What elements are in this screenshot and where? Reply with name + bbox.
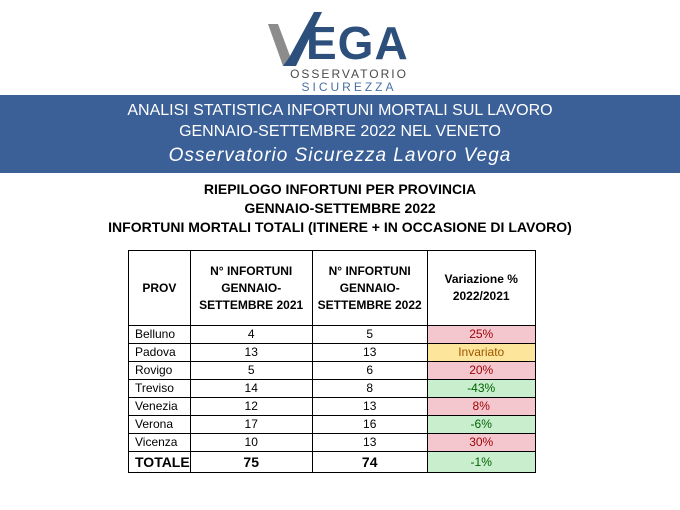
- banner-line-1: ANALISI STATISTICA INFORTUNI MORTALI SUL LAVORO: [127, 102, 553, 119]
- cell-2021: 17: [190, 416, 312, 434]
- section-headings: [0, 180, 680, 237]
- total-label: TOTALE: [129, 452, 191, 473]
- cell-variation: Invariato: [427, 344, 535, 362]
- cell-2022: 6: [312, 362, 427, 380]
- cell-2021: 5: [190, 362, 312, 380]
- total-2021: 75: [190, 452, 312, 473]
- cell-variation: 30%: [427, 434, 535, 452]
- title-banner: [0, 95, 680, 173]
- cell-2021: 12: [190, 398, 312, 416]
- table-row: [129, 362, 536, 380]
- cell-variation: 25%: [427, 326, 535, 344]
- table-total-row: [129, 452, 536, 473]
- cell-prov: Belluno: [129, 326, 191, 344]
- table-row: [129, 326, 536, 344]
- cell-2022: 13: [312, 344, 427, 362]
- table-row: [129, 380, 536, 398]
- cell-2021: 13: [190, 344, 312, 362]
- cell-prov: Vicenza: [129, 434, 191, 452]
- cell-2022: 13: [312, 434, 427, 452]
- header-2022-line-3: SETTEMBRE 2022: [317, 297, 422, 312]
- vega-logo: [262, 8, 412, 94]
- header-variation-line-1: Variazione %: [444, 272, 518, 286]
- header-2021: [190, 251, 312, 326]
- table-row: [129, 416, 536, 434]
- logo-subtitle-2: SICUREZZA: [301, 80, 397, 94]
- cell-2021: 14: [190, 380, 312, 398]
- cell-2022: 8: [312, 380, 427, 398]
- header-2021-line-2: GENNAIO-: [221, 280, 282, 295]
- table-row: [129, 344, 536, 362]
- cell-prov: Treviso: [129, 380, 191, 398]
- header-2021-line-3: SETTEMBRE 2021: [199, 297, 304, 312]
- table-header-row: [129, 251, 536, 326]
- header-2022: [312, 251, 427, 326]
- table-row: [129, 434, 536, 452]
- cell-2021: 4: [190, 326, 312, 344]
- header-2021-line-1: N° INFORTUNI: [210, 263, 293, 278]
- cell-2022: 16: [312, 416, 427, 434]
- heading-3: INFORTUNI MORTALI TOTALI (ITINERE + IN OCCASIONE DI LAVORO): [108, 219, 572, 235]
- header-variation-line-2: 2022/2021: [452, 289, 510, 303]
- header-2022-line-2: GENNAIO-: [339, 280, 400, 295]
- cell-prov: Venezia: [129, 398, 191, 416]
- cell-variation: -6%: [427, 416, 535, 434]
- header-prov: PROV: [129, 251, 191, 326]
- heading-1: RIEPILOGO INFORTUNI PER PROVINCIA: [203, 181, 477, 197]
- banner-line-3: Osservatorio Sicurezza Lavoro Vega: [168, 145, 512, 166]
- banner-line-2: GENNAIO-SETTEMBRE 2022 NEL VENETO: [179, 123, 501, 140]
- cell-variation: 8%: [427, 398, 535, 416]
- cell-variation: -43%: [427, 380, 535, 398]
- cell-prov: Verona: [129, 416, 191, 434]
- logo-subtitle-1: OSSERVATORIO: [290, 67, 408, 81]
- cell-prov: Rovigo: [129, 362, 191, 380]
- heading-2: GENNAIO-SETTEMBRE 2022: [244, 200, 436, 216]
- logo-word: EGA: [306, 17, 409, 69]
- cell-2022: 13: [312, 398, 427, 416]
- province-table: [128, 250, 536, 473]
- header-variation: [427, 251, 535, 326]
- total-2022: 74: [312, 452, 427, 473]
- cell-variation: 20%: [427, 362, 535, 380]
- cell-prov: Padova: [129, 344, 191, 362]
- cell-2022: 5: [312, 326, 427, 344]
- total-variation: -1%: [427, 452, 535, 473]
- header-2022-line-1: N° INFORTUNI: [328, 263, 411, 278]
- cell-2021: 10: [190, 434, 312, 452]
- table-row: [129, 398, 536, 416]
